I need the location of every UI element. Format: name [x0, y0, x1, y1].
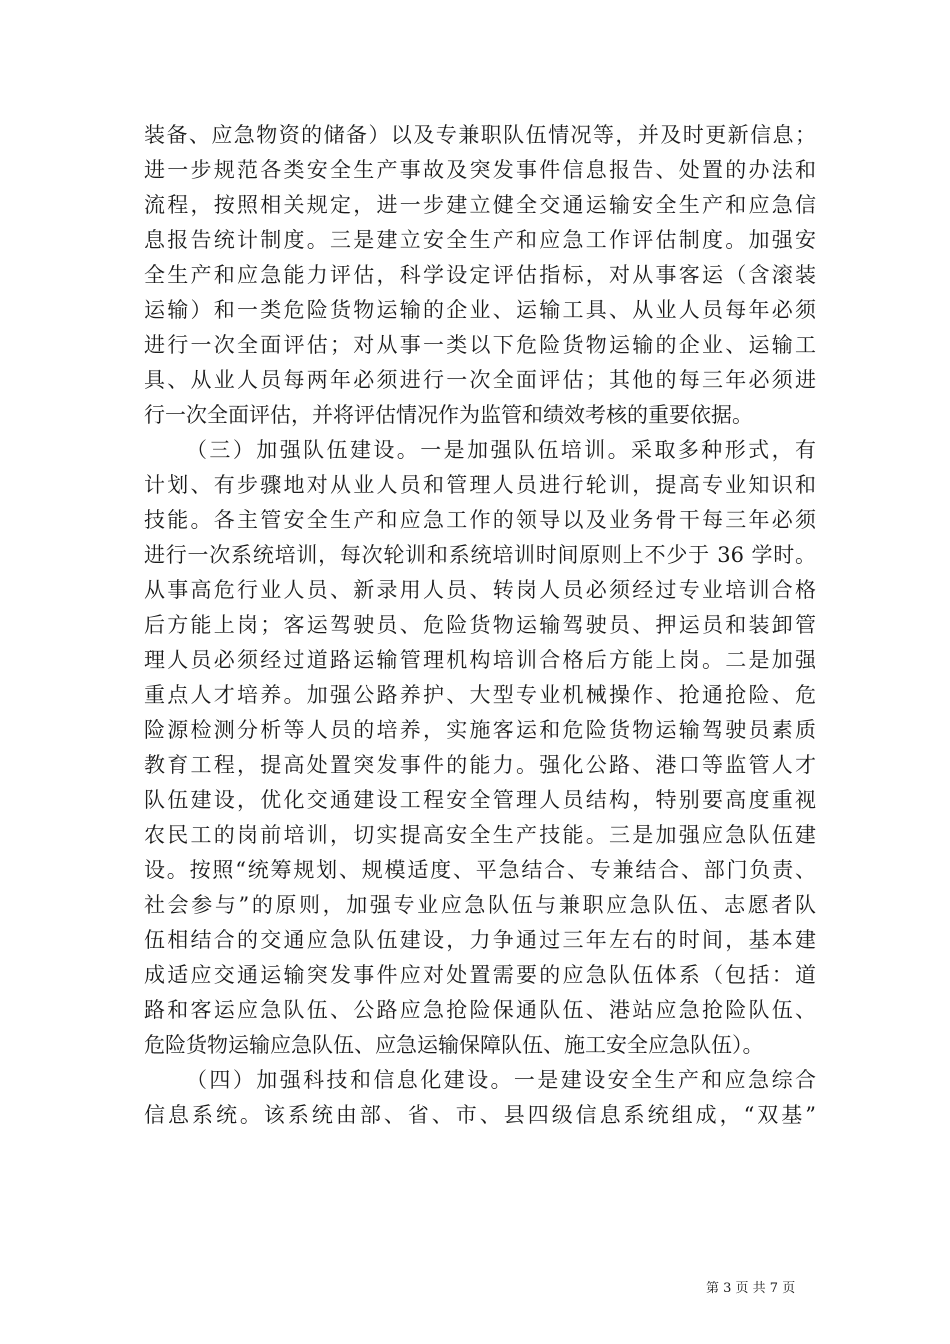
- text-line: 行一次全面评估，并将评估情况作为监管和绩效考核的重要依据。: [144, 403, 753, 427]
- text-line: 伍相结合的交通应急队伍建设，力争通过三年左右的时间，基本建: [144, 928, 816, 952]
- text-line: 后方能上岗；客运驾驶员、危险货物运输驾驶员、押运员和装卸管: [144, 613, 816, 637]
- text-line: 路和客运应急队伍、公路应急抢险保通队伍、港站应急抢险队伍、: [144, 998, 816, 1022]
- text-line: 进行一次全面评估；对从事一类以下危险货物运输的企业、运输工: [144, 333, 816, 357]
- text-line: 从事高危行业人员、新录用人员、转岗人员必须经过专业培训合格: [144, 578, 816, 602]
- text-line: 全生产和应急能力评估，科学设定评估指标，对从事客运（含滚装: [144, 263, 816, 287]
- text-line: 技能。各主管安全生产和应急工作的领导以及业务骨干每三年必须: [144, 508, 816, 532]
- text-line: 农民工的岗前培训，切实提高安全生产技能。三是加强应急队伍建: [144, 823, 816, 847]
- text-line: 队伍建设，优化交通建设工程安全管理人员结构，特别要高度重视: [144, 788, 816, 812]
- text-line: 进一步规范各类安全生产事故及突发事件信息报告、处置的办法和: [144, 158, 816, 182]
- text-line: 危险货物运输应急队伍、应急运输保障队伍、施工安全应急队伍）。: [144, 1033, 764, 1057]
- text-line: 理人员必须经过道路运输管理机构培训合格后方能上岗。二是加强: [144, 648, 816, 672]
- text-line: 具、从业人员每两年必须进行一次全面评估；其他的每三年必须进: [144, 368, 816, 392]
- text-line: 社会参与”的原则，加强专业应急队伍与兼职应急队伍、志愿者队: [144, 893, 816, 917]
- text-line: 进行一次系统培训，每次轮训和系统培训时间原则上不少于 36 学时。: [144, 543, 816, 567]
- text-line: 成适应交通运输突发事件应对处置需要的应急队伍体系（包括：道: [144, 963, 816, 987]
- text-line: 运输）和一类危险货物运输的企业、运输工具、从业人员每年必须: [144, 298, 816, 322]
- page-number: 第 3 页 共 7 页: [706, 1281, 796, 1296]
- text-line: 设。按照“统筹规划、规模适度、平急结合、专兼结合、部门负责、: [144, 858, 816, 882]
- text-line: 流程，按照相关规定，进一步建立健全交通运输安全生产和应急信: [144, 193, 816, 217]
- section-heading-line: （三）加强队伍建设。一是加强队伍培训。采取多种形式，有: [186, 438, 816, 462]
- text-line: 息报告统计制度。三是建立安全生产和应急工作评估制度。加强安: [144, 228, 816, 252]
- text-line: 计划、有步骤地对从业人员和管理人员进行轮训，提高专业知识和: [144, 473, 816, 497]
- text-line: 教育工程，提高处置突发事件的能力。强化公路、港口等监管人才: [144, 753, 816, 777]
- text-line: 险源检测分析等人员的培养，实施客运和危险货物运输驾驶员素质: [144, 718, 816, 742]
- section-heading-line: （四）加强科技和信息化建设。一是建设安全生产和应急综合: [186, 1068, 816, 1092]
- document-body: [144, 118, 816, 1133]
- text-line: 装备、应急物资的储备）以及专兼职队伍情况等，并及时更新信息；: [144, 123, 816, 147]
- text-line: 重点人才培养。加强公路养护、大型专业机械操作、抢通抢险、危: [144, 683, 816, 707]
- text-line: 信息系统。该系统由部、省、市、县四级信息系统组成，“双基”: [144, 1103, 816, 1127]
